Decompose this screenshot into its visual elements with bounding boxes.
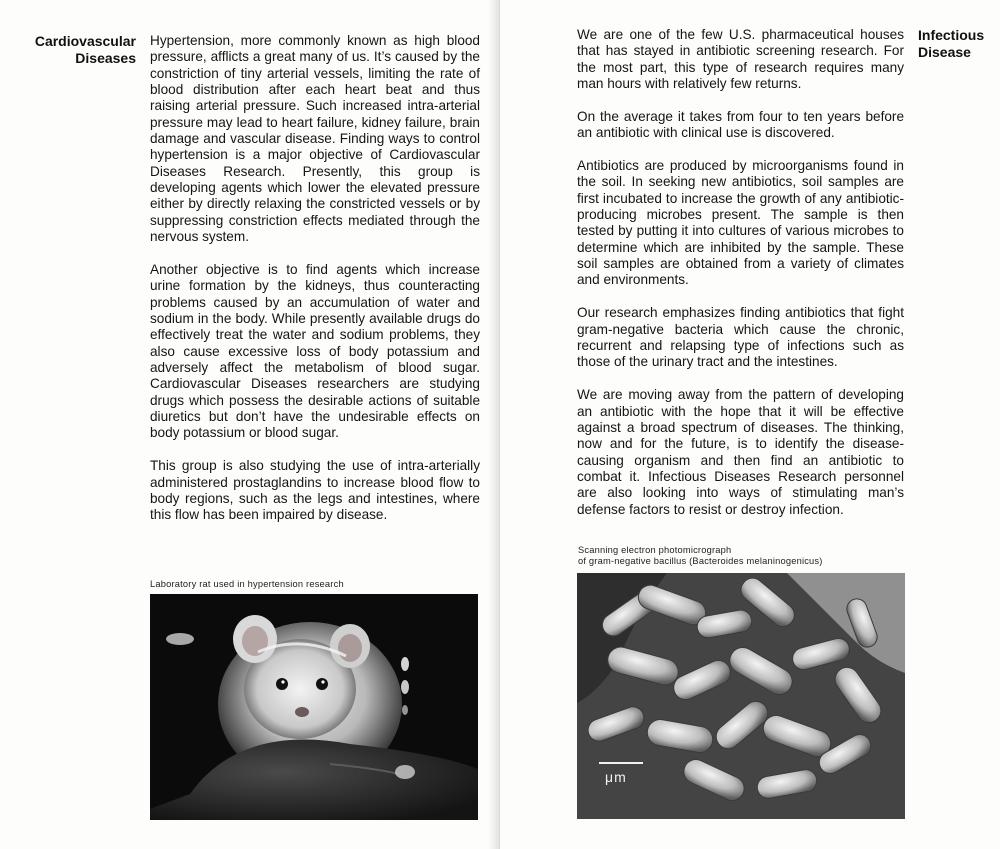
body-paragraph: Hypertension, more commonly known as high blood pressure, afflicts a great many of us. It’s caused by the constriction of tiny arterial vessels, limiting the rate of blood distribution after each heart beat and thus raising arterial pressure. Such increased intra-arterial pressure may lead to heart failure, kidney failure, brain damage and vascular disease. Finding ways to control hypertension is a major objective of Cardiovascular Diseases Research. Presently, this group is developing agents which lower the elevated pressure either by directly relaxing the constricted vessels or by suppressing constriction effects mediated through the nervous system. [150,33,480,245]
body-paragraph: We are one of the few U.S. pharmaceutical houses that has stayed in antibiotic screening research. For the most part, this type of research requires many man hours with relatively few returns. [577,27,904,92]
body-column-right [577,27,904,534]
caption-line: of gram-negative bacillus (Bacteroides melaninogenicus) [578,556,823,566]
bacillus-micrograph [577,573,905,819]
heading-line: Disease [918,44,971,60]
body-paragraph: Another objective is to find agents which increase urine formation by the kidneys, thus counteracting problems caused by an accumulation of water and sodium in the body. While presently available drugs do effectively treat the water and sodium problems, they also cause excessive loss of body potassium and adversely affect the metabolism of blood sugar. Cardiovascular Diseases researchers are studying drugs which possess the desirable actions of suitable diuretics but don’t have the undesirable effects on body potassium or blood sugar. [150,261,480,441]
photo-caption-micrograph [578,545,908,567]
section-heading-cardiovascular [8,33,136,67]
photo-caption-rat: Laboratory rat used in hypertension research [150,579,344,589]
heading-line: Cardiovascular [34,33,136,49]
body-paragraph: This group is also studying the use of intra-arterially administered prostaglandins to increase blood flow to body regions, such as the legs and intestines, where this flow has been impaired by disease. [150,458,480,523]
body-paragraph: We are moving away from the pattern of developing an antibiotic with the hope that it will be effective against a broad spectrum of diseases. The thinking, now and for the future, is to identify the disease-causing organism and then find an antibiotic to combat it. Infectious Diseases Research personnel are also looking into ways of stimulating man’s defense factors to resist or destroy infection. [577,387,904,517]
heading-line: Diseases [75,50,136,66]
body-paragraph: On the average it takes from four to ten years before an antibiotic with clinical use is discovered. [577,108,904,141]
heading-line: Infectious [918,27,985,43]
body-column-left [150,33,480,540]
body-paragraph: Our research emphasizes finding antibiotics that fight gram-negative bacteria which cause the chronic, recurrent and relapsing type of infections such as those of the urinary tract and the intestines. [577,305,904,370]
scale-bar-label: μm [605,769,627,785]
body-paragraph: Antibiotics are produced by microorganisms found in the soil. In seeking new antibiotics, soil samples are first incubated to increase the growth of any antibiotic-producing microbes present. The sample is then tested by putting it into cultures of various microbes to determine which are inhibited by the sample. These soil samples are obtained from a variety of climates and environments. [577,158,904,288]
caption-line: Scanning electron photomicrograph [578,545,732,555]
section-heading-infectious [918,27,998,61]
rat-photo [150,594,478,820]
